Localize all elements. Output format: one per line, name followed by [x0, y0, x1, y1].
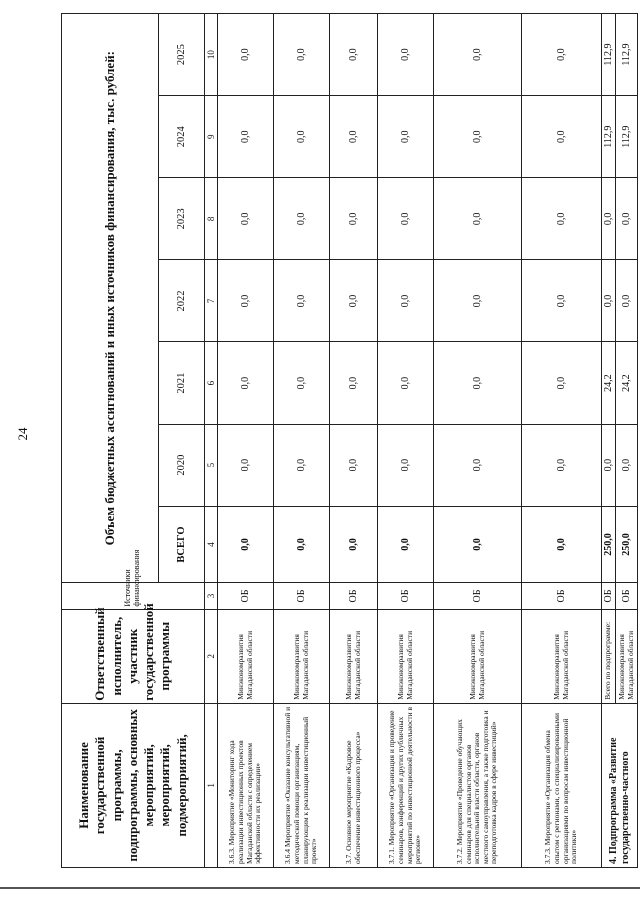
row-value-2020: 0,0 — [522, 424, 602, 506]
row-value-total: 0,0 — [434, 506, 522, 583]
row-responsible: Минэкономразвития Магаданской области — [522, 609, 602, 703]
row-value-2024: 0,0 — [522, 96, 602, 178]
row-value-2025: 0,0 — [522, 14, 602, 96]
row-value-2022: 0,0 — [434, 260, 522, 342]
column-number: 7 — [205, 260, 218, 342]
row-value-2020: 0,0 — [330, 424, 378, 506]
row-value-2022: 0,0 — [616, 260, 638, 342]
column-number: 4 — [205, 506, 218, 583]
row-value-2025: 0,0 — [434, 14, 522, 96]
row-value-2024: 112,9 — [616, 96, 638, 178]
scan-edge-line — [0, 887, 640, 889]
row-responsible: Минэкономразвития Магаданской области — [218, 609, 274, 703]
table-row — [522, 14, 602, 868]
year-header-2025: 2025 — [159, 14, 205, 96]
row-value-total: 0,0 — [522, 506, 602, 583]
table-row — [434, 14, 522, 868]
row-name: 3.7.2. Мероприятие «Проведение обучающих семинаров для специалистов органов исполнительной власти области, органов местного самоуправления, а также подготовка и переподготовка кадров в сфере инвестиций» — [434, 703, 522, 867]
row-value-total: 0,0 — [218, 506, 274, 583]
row-source: ОБ — [378, 583, 434, 609]
funding-table — [61, 13, 638, 868]
year-header-2022: 2022 — [159, 260, 205, 342]
row-name: 3.7.1. Мероприятие «Организация и проведение семинаров, конференций и других публичных мероприятий по инвестиционной деятельности в регионе» — [378, 703, 434, 867]
row-name: 3.7.3. Мероприятие «Организация обмена опытом с регионами, со специализированными организациями по вопросам инвестиционной политики» — [522, 703, 602, 867]
row-value-2022: 0,0 — [602, 260, 616, 342]
row-value-total: 0,0 — [274, 506, 330, 583]
row-value-2024: 0,0 — [218, 96, 274, 178]
column-number: 8 — [205, 178, 218, 260]
row-value-2023: 0,0 — [274, 178, 330, 260]
row-value-2024: 0,0 — [434, 96, 522, 178]
row-value-2023: 0,0 — [378, 178, 434, 260]
row-value-2024: 0,0 — [274, 96, 330, 178]
row-value-2021: 0,0 — [434, 342, 522, 424]
year-header-2021: 2021 — [159, 342, 205, 424]
row-value-2022: 0,0 — [218, 260, 274, 342]
row-source: ОБ — [602, 583, 616, 609]
row-source: ОБ — [434, 583, 522, 609]
header-source-column: Источники финансирования — [62, 583, 205, 609]
subprogram-total-label: Всего по подпрограмме: — [602, 609, 616, 703]
subprogram-name: 4. Подпрограмма «Развитие государственно-частного — [602, 703, 638, 867]
row-value-2020: 0,0 — [378, 424, 434, 506]
row-value-2025: 0,0 — [378, 14, 434, 96]
year-header-total: ВСЕГО — [159, 506, 205, 583]
row-source: ОБ — [522, 583, 602, 609]
row-value-2022: 0,0 — [274, 260, 330, 342]
header-volume-column: Объем бюджетных ассигнований и иных источников финансирования, тыс. рублей: — [62, 14, 159, 583]
row-value-2021: 0,0 — [378, 342, 434, 424]
table-row — [378, 14, 434, 868]
row-responsible: Минэкономразвития Магаданской области — [616, 609, 638, 703]
row-value-2020: 0,0 — [616, 424, 638, 506]
row-responsible: Минэкономразвития Магаданской области — [378, 609, 434, 703]
row-value-2025: 112,9 — [616, 14, 638, 96]
row-value-2023: 0,0 — [616, 178, 638, 260]
column-number: 2 — [205, 609, 218, 703]
row-value-2021: 24,2 — [616, 342, 638, 424]
row-value-2023: 0,0 — [218, 178, 274, 260]
column-number: 10 — [205, 14, 218, 96]
row-value-2021: 0,0 — [218, 342, 274, 424]
row-responsible: Минэкономразвития Магаданской области — [274, 609, 330, 703]
row-responsible: Минэкономразвития Магаданской области — [330, 609, 378, 703]
row-value-2023: 0,0 — [602, 178, 616, 260]
row-value-2022: 0,0 — [522, 260, 602, 342]
row-value-2025: 112,9 — [602, 14, 616, 96]
row-value-2024: 0,0 — [378, 96, 434, 178]
column-number: 1 — [205, 703, 218, 867]
header-name-column: Наименование государственной программы, подпрограммы, основных мероприятий, мероприятий, подмероприятий, — [62, 703, 205, 867]
row-name: 3.6.4 Мероприятие «Оказание консультативной и методической помощи организациям, планирующим к реализации инвестиционный проект» — [274, 703, 330, 867]
row-value-total: 0,0 — [378, 506, 434, 583]
row-value-2020: 0,0 — [602, 424, 616, 506]
row-value-2025: 0,0 — [330, 14, 378, 96]
table-row — [330, 14, 378, 868]
row-source: ОБ — [218, 583, 274, 609]
row-value-total: 250,0 — [602, 506, 616, 583]
row-name: 3.7. Основное мероприятие «Кадровое обеспечение инвестиционного процесса» — [330, 703, 378, 867]
funding-table-container — [61, 13, 635, 868]
row-value-2022: 0,0 — [378, 260, 434, 342]
row-value-2023: 0,0 — [330, 178, 378, 260]
row-responsible: Минэкономразвития Магаданской области — [434, 609, 522, 703]
row-value-2023: 0,0 — [522, 178, 602, 260]
table-row — [218, 14, 274, 868]
column-number: 6 — [205, 342, 218, 424]
row-source: ОБ — [274, 583, 330, 609]
row-value-2020: 0,0 — [218, 424, 274, 506]
row-value-2025: 0,0 — [218, 14, 274, 96]
row-value-2022: 0,0 — [330, 260, 378, 342]
row-source: ОБ — [330, 583, 378, 609]
row-value-2024: 0,0 — [330, 96, 378, 178]
subprogram-total-row — [602, 14, 616, 868]
row-value-2021: 0,0 — [274, 342, 330, 424]
year-header-2023: 2023 — [159, 178, 205, 260]
row-value-2021: 0,0 — [522, 342, 602, 424]
row-value-2021: 0,0 — [330, 342, 378, 424]
row-value-2020: 0,0 — [434, 424, 522, 506]
funding-table-rotated — [61, 13, 635, 868]
year-header-2020: 2020 — [159, 424, 205, 506]
row-value-2024: 112,9 — [602, 96, 616, 178]
column-number: 3 — [205, 583, 218, 609]
page-number: 24 — [15, 427, 30, 441]
row-value-2020: 0,0 — [274, 424, 330, 506]
header-responsible-column: Ответственный исполнитель, участник государственной программы — [62, 609, 205, 703]
row-value-total: 0,0 — [330, 506, 378, 583]
row-source: ОБ — [616, 583, 638, 609]
row-value-2025: 0,0 — [274, 14, 330, 96]
row-name: 3.6.3. Мероприятие «Мониторинг хода реализации инвестиционных проектов Магаданской области с определением эффективности их реализации» — [218, 703, 274, 867]
row-value-2021: 24,2 — [602, 342, 616, 424]
table-row — [274, 14, 330, 868]
column-number: 5 — [205, 424, 218, 506]
column-number: 9 — [205, 96, 218, 178]
year-header-2024: 2024 — [159, 96, 205, 178]
row-value-total: 250,0 — [616, 506, 638, 583]
row-value-2023: 0,0 — [434, 178, 522, 260]
